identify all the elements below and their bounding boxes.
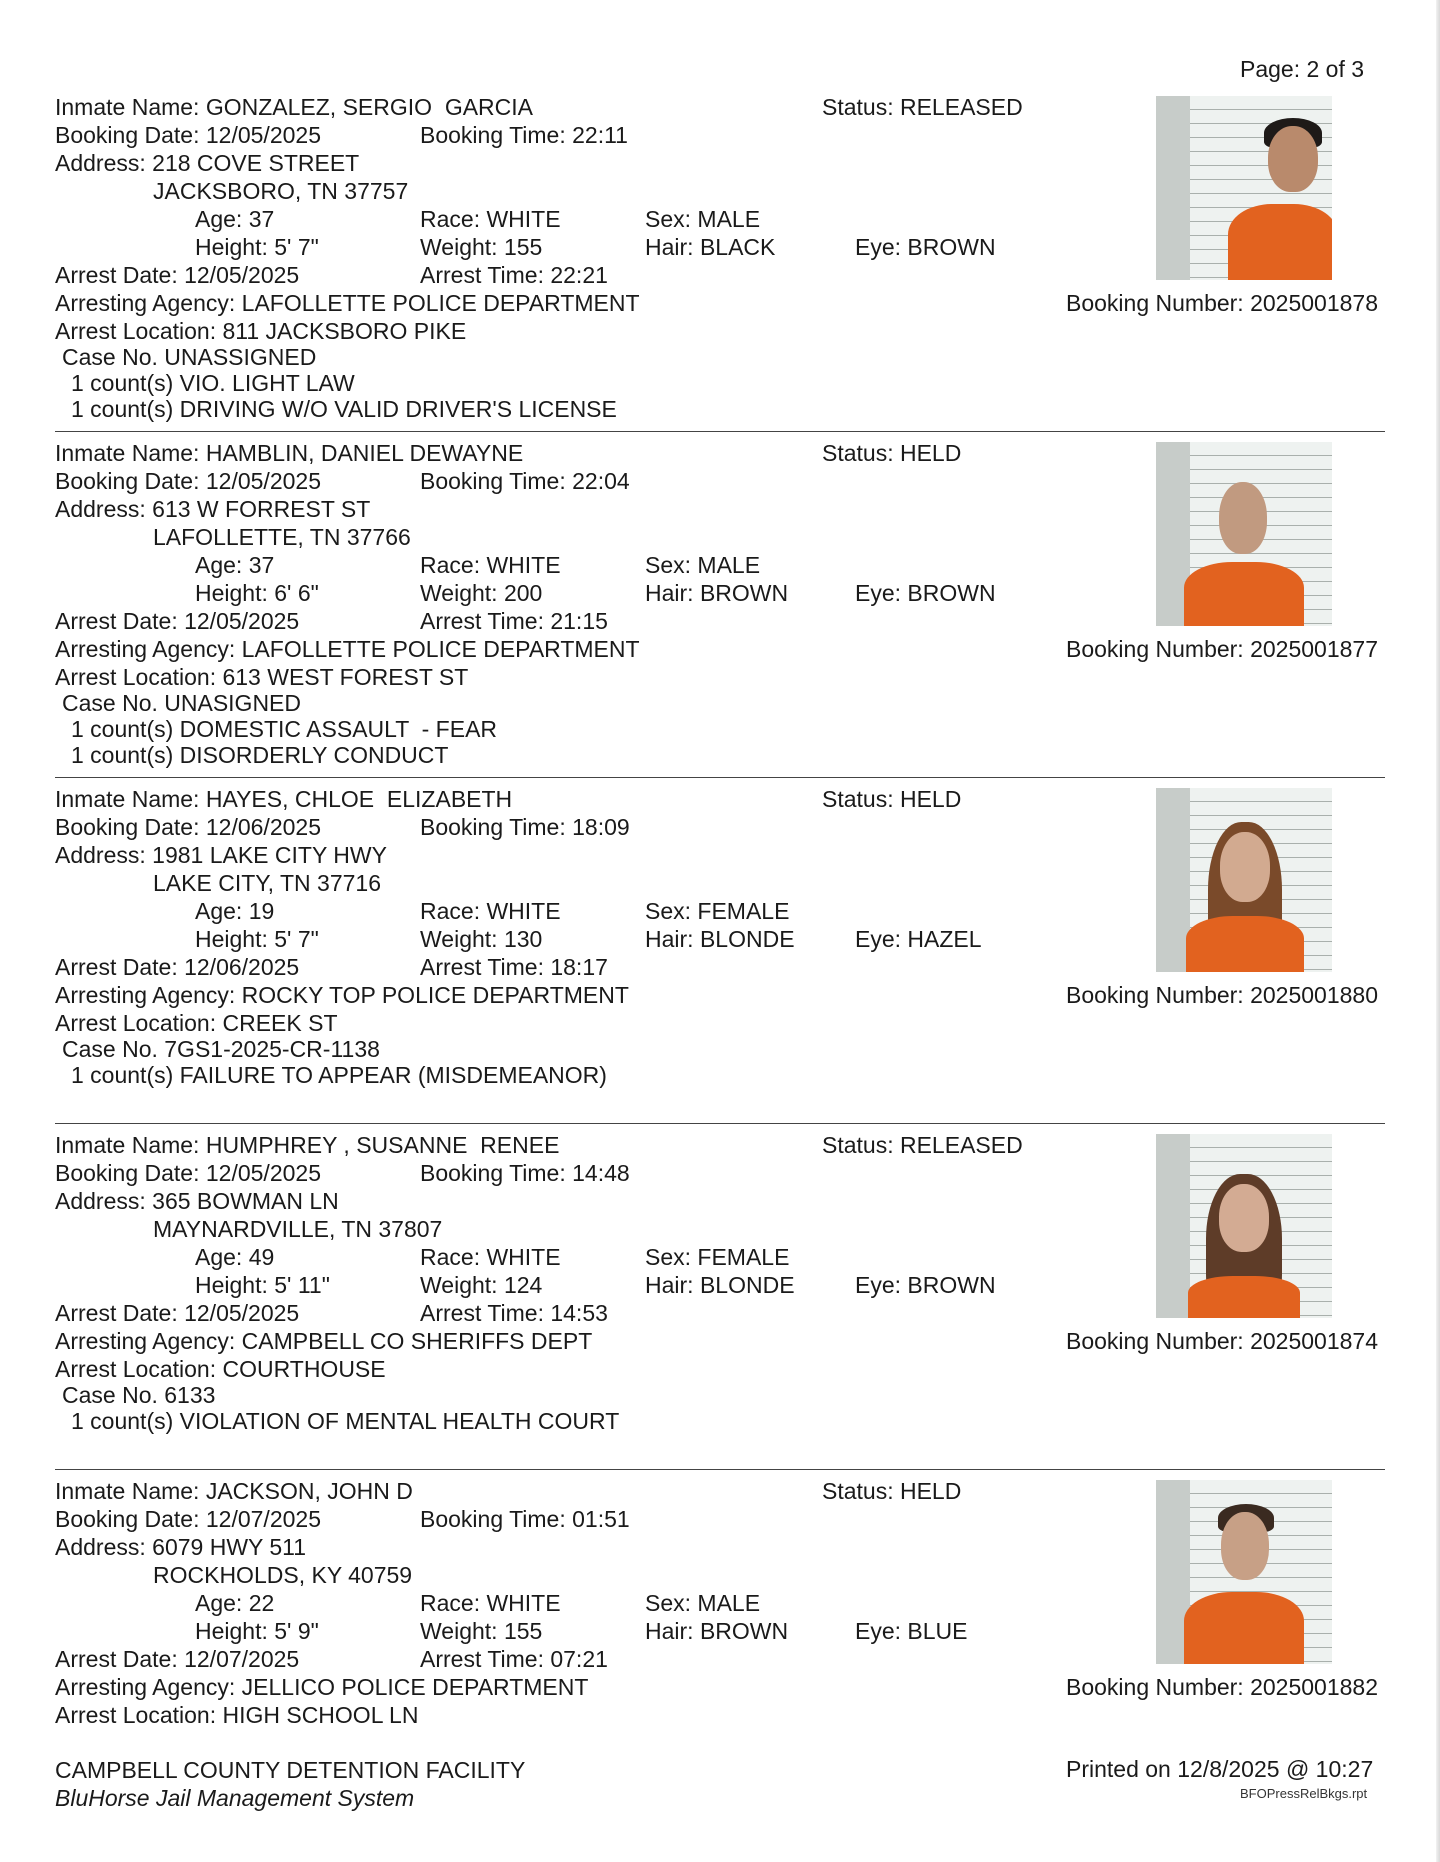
height: Height: 5' 7": [195, 234, 319, 260]
eye: Eye: BROWN: [855, 234, 996, 260]
sex: Sex: MALE: [645, 206, 761, 232]
arresting-agency: Arresting Agency: LAFOLLETTE POLICE DEPARTMENT: [55, 290, 640, 316]
arrest-location: Arrest Location: CREEK ST: [55, 1010, 338, 1036]
booking-number: Booking Number: 2025001880: [1066, 982, 1379, 1008]
height: Height: 5' 9": [195, 1618, 319, 1644]
record-divider: [55, 431, 1385, 432]
charge-line: 1 count(s) FAILURE TO APPEAR (MISDEMEANOR): [71, 1062, 607, 1088]
printed-timestamp: Printed on 12/8/2025 @ 10:27: [1066, 1756, 1374, 1782]
arrest-location: Arrest Location: 613 WEST FOREST ST: [55, 664, 469, 690]
arresting-agency: Arresting Agency: CAMPBELL CO SHERIFFS DEPT: [55, 1328, 593, 1354]
booking-time: Booking Time: 22:11: [420, 122, 628, 148]
mugshot-photo: [1156, 1134, 1332, 1318]
address-line-1: Address: 365 BOWMAN LN: [55, 1188, 339, 1214]
arresting-agency: Arresting Agency: JELLICO POLICE DEPARTMENT: [55, 1674, 589, 1700]
inmate-name: Inmate Name: HAMBLIN, DANIEL DEWAYNE: [55, 440, 524, 466]
race: Race: WHITE: [420, 552, 561, 578]
weight: Weight: 200: [420, 580, 543, 606]
sex: Sex: FEMALE: [645, 1244, 790, 1270]
charge-line: 1 count(s) VIO. LIGHT LAW: [71, 370, 355, 396]
arrest-location: Arrest Location: HIGH SCHOOL LN: [55, 1702, 419, 1728]
arrest-location: Arrest Location: 811 JACKSBORO PIKE: [55, 318, 467, 344]
height: Height: 5' 11": [195, 1272, 330, 1298]
height: Height: 5' 7": [195, 926, 319, 952]
age: Age: 49: [195, 1244, 275, 1270]
booking-number: Booking Number: 2025001874: [1066, 1328, 1379, 1354]
booking-time: Booking Time: 22:04: [420, 468, 630, 494]
arrest-location: Arrest Location: COURTHOUSE: [55, 1356, 386, 1382]
booking-date: Booking Date: 12/05/2025: [55, 122, 321, 148]
charge-line: 1 count(s) VIOLATION OF MENTAL HEALTH COURT: [71, 1408, 620, 1434]
report-file-name: BFOPressRelBkgs.rpt: [1240, 1786, 1368, 1801]
sex: Sex: MALE: [645, 552, 761, 578]
status: Status: RELEASED: [822, 94, 1023, 120]
case-number: Case No. UNASIGNED: [62, 690, 302, 716]
booking-number: Booking Number: 2025001877: [1066, 636, 1379, 662]
race: Race: WHITE: [420, 898, 561, 924]
charge-line: 1 count(s) DOMESTIC ASSAULT - FEAR: [71, 716, 498, 742]
booking-date: Booking Date: 12/06/2025: [55, 814, 321, 840]
booking-date: Booking Date: 12/05/2025: [55, 468, 321, 494]
mugshot-photo: [1156, 1480, 1332, 1664]
booking-time: Booking Time: 14:48: [420, 1160, 630, 1186]
case-number: Case No. 6133: [62, 1382, 216, 1408]
mugshot-photo: [1156, 96, 1332, 280]
address-line-1: Address: 1981 LAKE CITY HWY: [55, 842, 387, 868]
address-line-2: LAKE CITY, TN 37716: [153, 870, 382, 896]
booking-date: Booking Date: 12/07/2025: [55, 1506, 321, 1532]
arrest-date: Arrest Date: 12/06/2025: [55, 954, 300, 980]
address-line-2: MAYNARDVILLE, TN 37807: [153, 1216, 443, 1242]
record-divider: [55, 777, 1385, 778]
age: Age: 37: [195, 552, 275, 578]
race: Race: WHITE: [420, 1244, 561, 1270]
height: Height: 6' 6": [195, 580, 319, 606]
hair: Hair: BLONDE: [645, 1272, 795, 1298]
sex: Sex: FEMALE: [645, 898, 790, 924]
arrest-time: Arrest Time: 18:17: [420, 954, 608, 980]
case-number: Case No. 7GS1-2025-CR-1138: [62, 1036, 380, 1062]
system-name: BluHorse Jail Management System: [55, 1785, 415, 1811]
eye: Eye: BROWN: [855, 1272, 996, 1298]
mugshot-photo: [1156, 442, 1332, 626]
record-divider: [55, 1469, 1385, 1470]
booking-date: Booking Date: 12/05/2025: [55, 1160, 321, 1186]
arrest-date: Arrest Date: 12/07/2025: [55, 1646, 300, 1672]
arrest-time: Arrest Time: 21:15: [420, 608, 608, 634]
weight: Weight: 155: [420, 234, 543, 260]
page-number: Page: 2 of 3: [1240, 56, 1365, 82]
booking-time: Booking Time: 01:51: [420, 1506, 630, 1532]
status: Status: HELD: [822, 786, 962, 812]
inmate-name: Inmate Name: HUMPHREY , SUSANNE RENEE: [55, 1132, 560, 1158]
arrest-date: Arrest Date: 12/05/2025: [55, 1300, 300, 1326]
address-line-2: ROCKHOLDS, KY 40759: [153, 1562, 413, 1588]
address-line-2: JACKSBORO, TN 37757: [153, 178, 409, 204]
arresting-agency: Arresting Agency: ROCKY TOP POLICE DEPARTMENT: [55, 982, 629, 1008]
arrest-time: Arrest Time: 07:21: [420, 1646, 608, 1672]
hair: Hair: BLONDE: [645, 926, 795, 952]
inmate-record: [0, 439, 1440, 768]
arresting-agency: Arresting Agency: LAFOLLETTE POLICE DEPARTMENT: [55, 636, 640, 662]
inmate-record: [0, 1477, 1440, 1797]
age: Age: 37: [195, 206, 275, 232]
eye: Eye: BLUE: [855, 1618, 968, 1644]
inmate-record: [0, 93, 1440, 422]
booking-number: Booking Number: 2025001882: [1066, 1674, 1379, 1700]
inmate-name: Inmate Name: GONZALEZ, SERGIO GARCIA: [55, 94, 534, 120]
address-line-1: Address: 6079 HWY 511: [55, 1534, 307, 1560]
footer-facility-block: [55, 1756, 525, 1812]
eye: Eye: HAZEL: [855, 926, 982, 952]
inmate-name: Inmate Name: HAYES, CHLOE ELIZABETH: [55, 786, 513, 812]
booking-number: Booking Number: 2025001878: [1066, 290, 1379, 316]
inmate-record: [0, 1131, 1440, 1451]
arrest-date: Arrest Date: 12/05/2025: [55, 262, 300, 288]
charge-line: 1 count(s) DRIVING W/O VALID DRIVER'S LICENSE: [71, 396, 617, 422]
status: Status: HELD: [822, 1478, 962, 1504]
age: Age: 22: [195, 1590, 275, 1616]
booking-time: Booking Time: 18:09: [420, 814, 630, 840]
mugshot-photo: [1156, 788, 1332, 972]
inmate-record: [0, 785, 1440, 1105]
hair: Hair: BROWN: [645, 1618, 789, 1644]
race: Race: WHITE: [420, 1590, 561, 1616]
weight: Weight: 155: [420, 1618, 543, 1644]
address-line-1: Address: 218 COVE STREET: [55, 150, 360, 176]
sex: Sex: MALE: [645, 1590, 761, 1616]
facility-name: CAMPBELL COUNTY DETENTION FACILITY: [55, 1757, 526, 1783]
hair: Hair: BLACK: [645, 234, 776, 260]
address-line-1: Address: 613 W FORREST ST: [55, 496, 371, 522]
arrest-date: Arrest Date: 12/05/2025: [55, 608, 300, 634]
weight: Weight: 130: [420, 926, 543, 952]
arrest-time: Arrest Time: 22:21: [420, 262, 608, 288]
arrest-time: Arrest Time: 14:53: [420, 1300, 608, 1326]
case-number: Case No. UNASSIGNED: [62, 344, 317, 370]
charge-line: 1 count(s) DISORDERLY CONDUCT: [71, 742, 449, 768]
address-line-2: LAFOLLETTE, TN 37766: [153, 524, 411, 550]
status: Status: HELD: [822, 440, 962, 466]
hair: Hair: BROWN: [645, 580, 789, 606]
race: Race: WHITE: [420, 206, 561, 232]
eye: Eye: BROWN: [855, 580, 996, 606]
weight: Weight: 124: [420, 1272, 543, 1298]
age: Age: 19: [195, 898, 275, 924]
record-divider: [55, 1123, 1385, 1124]
status: Status: RELEASED: [822, 1132, 1023, 1158]
inmate-name: Inmate Name: JACKSON, JOHN D: [55, 1478, 413, 1504]
